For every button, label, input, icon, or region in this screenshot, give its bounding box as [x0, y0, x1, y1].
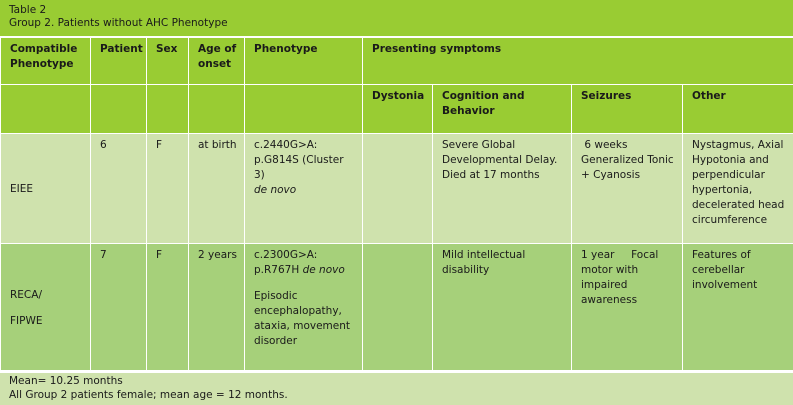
header-row-sub — [1, 85, 793, 134]
cell-age-of-onset: 2 years — [189, 244, 245, 371]
header-dystonia: Dystonia — [363, 85, 433, 134]
cell-age-of-onset: at birth — [189, 134, 245, 244]
patients-table — [0, 37, 793, 371]
cell-compatible-phenotype: EIEE — [1, 134, 91, 244]
header-empty — [147, 85, 189, 134]
header-sex: Sex — [147, 38, 189, 85]
table-footnote — [0, 373, 793, 405]
header-cognition-behavior: Cognition and Behavior — [433, 85, 572, 134]
cell-phenotype — [245, 244, 363, 371]
header-compatible-phenotype: Compatible Phenotype — [1, 38, 91, 85]
cell-seizures: 1 year Focal motor with impaired awareness — [572, 244, 683, 371]
phenotype-de-novo: de novo — [254, 184, 297, 196]
cell-phenotype — [245, 134, 363, 244]
header-row-main — [1, 38, 793, 85]
header-empty — [91, 85, 147, 134]
cell-patient: 7 — [91, 244, 147, 371]
compatible-phenotype-line1: RECA/ — [10, 288, 42, 301]
phenotype-description: Episodic encephalopathy, ataxia, movement disorder — [254, 290, 351, 347]
table-caption — [0, 0, 793, 36]
cell-seizures: 6 weeks Generalized Tonic + Cyanosis — [572, 134, 683, 244]
cell-dystonia — [363, 244, 433, 371]
header-age-of-onset: Age of onset — [189, 38, 245, 85]
header-seizures: Seizures — [572, 85, 683, 134]
cell-other: Nystagmus, Axial Hypotonia and perpendicular hypertonia, decelerated head circumference — [683, 134, 793, 244]
header-empty — [1, 85, 91, 134]
cell-cognition-behavior: Mild intellectual disability — [433, 244, 572, 371]
cell-sex: F — [147, 244, 189, 371]
header-empty — [245, 85, 363, 134]
header-empty — [189, 85, 245, 134]
table-row — [1, 244, 793, 371]
table-row — [1, 134, 793, 244]
phenotype-mutation: c.2440G>A: p.G814S (Cluster 3) — [254, 139, 344, 181]
phenotype-de-novo: de novo — [302, 264, 345, 276]
table-title: Group 2. Patients without AHC Phenotype — [9, 17, 228, 29]
cell-other: Features of cerebellar involvement — [683, 244, 793, 371]
compatible-phenotype-line2: FIPWE — [10, 314, 43, 327]
table-number: Table 2 — [9, 4, 47, 16]
header-presenting-symptoms: Presenting symptoms — [363, 38, 793, 85]
footnote-mean: Mean= 10.25 months — [9, 375, 123, 387]
cell-dystonia — [363, 134, 433, 244]
cell-cognition-behavior: Severe Global Developmental Delay. Died at 17 months — [433, 134, 572, 244]
cell-compatible-phenotype — [1, 244, 91, 371]
header-phenotype: Phenotype — [245, 38, 363, 85]
cell-sex: F — [147, 134, 189, 244]
header-patient: Patient — [91, 38, 147, 85]
footnote-summary: All Group 2 patients female; mean age = 12 months. — [9, 388, 288, 401]
header-other: Other — [683, 85, 793, 134]
cell-patient: 6 — [91, 134, 147, 244]
phenotype-mutation: c.2300G>A: p.R767H — [254, 249, 318, 276]
